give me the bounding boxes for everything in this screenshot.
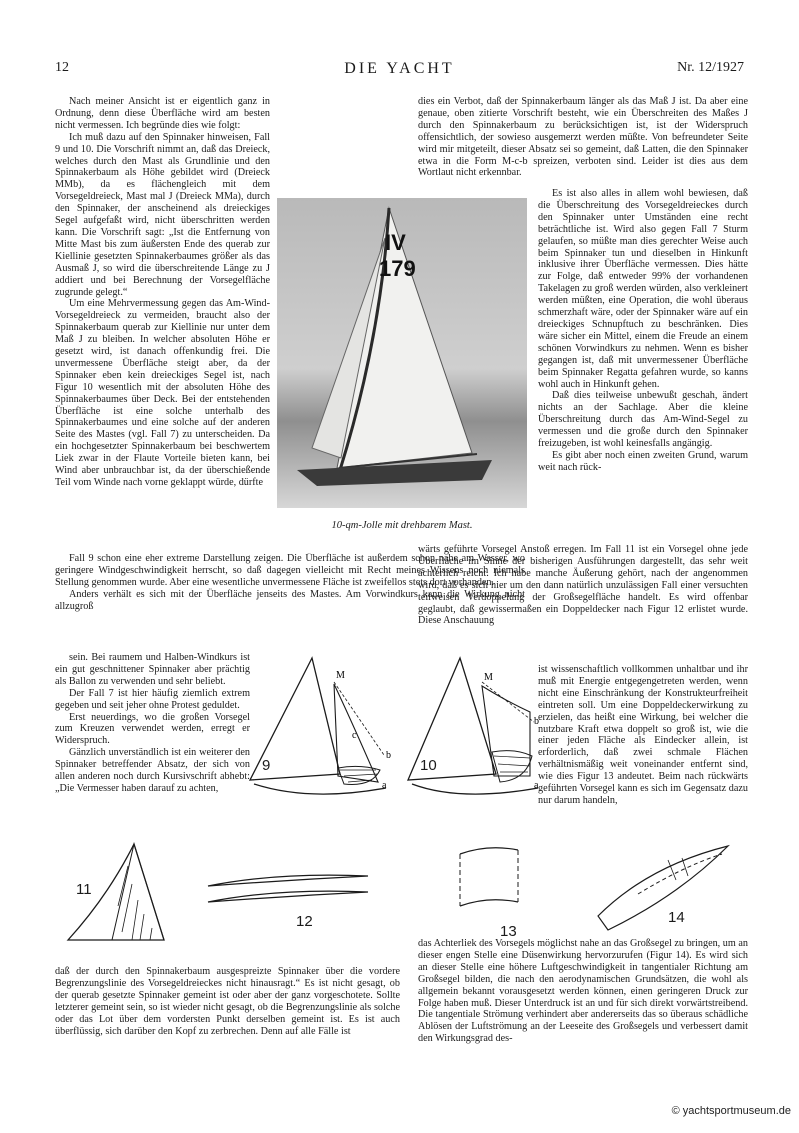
article-column-right-lower bbox=[538, 664, 748, 836]
paragraph: Um eine Mehrvermessung gegen das Am-Wind-Vorsegeldreieck zu vermeiden, braucht also der Spinnakerbaum querab zur Kiellinie nur unter dem Maß J zu bleiben. In welcher absoluten Höhe er gesetzt wird, ist danach offenkundig frei. Die unvermessene Überfläche steigt aber, da der Spinnaker eben kein dreieckiges Segel ist, nach Figur 10 wesentlich mit der absoluten Höhe des Spinnakerbaumes über Deck. Bei der entstehenden Überfläche ist eine solche unterhalb des Spinnakerbaumes und eine solche auf der anderen Seite des Mastes (vgl. Fall 7) zu unterscheiden. Da ein hochgesetzter Spinnakerbaum bei beschwertem Liek zwar in der Flaute Vorteile bieten kann, bei Wind aber unbrauchbar ist, da der überschießende Teil vom Winde nach vorne geklappt würde, dürfte bbox=[55, 298, 270, 488]
figure-9-10 bbox=[240, 652, 540, 827]
sail-number: 179 bbox=[379, 256, 416, 281]
paragraph: Erst neuerdings, wo die großen Vorsegel zum Kreuzen verwendet werden, erregt er Widerspruch. bbox=[55, 711, 250, 747]
hull bbox=[297, 460, 492, 486]
figure-14 bbox=[598, 846, 728, 930]
paragraph: Der Fall 7 ist hier häufig ziemlich extrem gegeben und seit jeher ohne Protest geduldet. bbox=[55, 687, 250, 711]
paragraph: das Achterliek des Vorsegels möglichst nahe an das Großsegel zu bringen, um an dieser engen Stelle eine Düsenwirkung hervorzurufen (Figur 14). Es wird sich an dieser Stelle eine höhere Luftgeschwindigkeit in tangentialer Richtung am Großsegel bilden, die nach den aerodynamischen Grundsätzen, die wohl als allgemein bekannt vorausgesetzt werden können, einen geringeren Druck zur Folge haben muß. Dieser Unterdruck ist an und für sich direkt vorwärtstreibend. Die tangentiale Strömung verhindert aber andererseits das so überaus schädliche Ablösen der Luftströmung an der Leeseite des Großsegels und verbessert damit den Wirkungsgrad des- bbox=[418, 938, 748, 1045]
dinghy-illustration bbox=[277, 198, 527, 508]
paragraph: Es ist also alles in allem wohl bewiesen, daß die Überschreitung des Vorsegeldreieckes durch den Spinnaker unter Umständen eine recht beträchtliche ist. Wird also gegen Fall 7 Sturm gelaufen, so müßte man dies gerechter Weise auch beim Spinnaker tun und dieselben in Hinkunft inklusive ihrer Überfläche vermessen. Dies hätte zur Folge, daß entweder 99% der vorhandenen Takelagen zu groß werden würden, also verkleinert werden müßten, eine Operation, die wohl überaus schmerzhaft wäre, oder der Spinnaker wäre auf ein dreieckiges Schnupftuch zu beschränken. Dies wäre sicher ein Mittel, einem die Freude an einem schönen Vorwindkurs zu nehmen. Wenn es bisher gegangen ist, daß mit unvermessener Überfläche beim Spinnaker Regatta gefahren wurde, so kanns wohl auch in Hinkunft gehen. bbox=[538, 188, 748, 390]
point-label: a bbox=[534, 780, 539, 791]
paragraph: Nach meiner Ansicht ist er eigentlich ganz in Ordnung, denn diese Überfläche wird am besten nicht vermessen. Ich begründe dies wie folgt: bbox=[55, 96, 270, 131]
magazine-title: DIE YACHT bbox=[344, 60, 455, 77]
paragraph: sein. Bei raumem und Halben-Windkurs ist ein gut geschnittener Spinnaker aber prächtig als Ballon zu verwenden und sehr beliebt. bbox=[55, 652, 250, 687]
paragraph: daß der durch den Spinnakerbaum ausgespreizte Spinnaker über die vordere Begrenzungslinie des Vorsegeldreieckes nicht hinausragt.“ Es ist nicht gesagt, ob der querab gesetzte Spinnaker gemeint ist oder aber der ganz vorgeschotete. Sollte letzterer gemeint sein, so ist wieder nicht gesagt, ob die Begrenzungslinie als solche oder das Lot über dem vordersten Punkt derselben gemeint ist. Es ist auch überflüssig, sich darüber den Kopf zu zerbrechen. Denn auf alle Fälle ist bbox=[55, 966, 400, 1037]
figure-9 bbox=[250, 658, 391, 794]
point-label: c bbox=[352, 730, 357, 741]
photo-caption: 10-qm-Jolle mit drehbarem Mast. bbox=[331, 520, 473, 531]
article-column-left-lower bbox=[55, 652, 250, 836]
paragraph: Es gibt aber noch einen zweiten Grund, warum weit nach rück- bbox=[538, 449, 748, 473]
article-bottom-left bbox=[55, 966, 400, 1061]
article-bottom-right bbox=[418, 938, 748, 1061]
point-label: b bbox=[386, 750, 391, 761]
figure-11 bbox=[68, 844, 164, 940]
point-label: a bbox=[382, 780, 387, 791]
figure-label: 9 bbox=[262, 757, 271, 774]
point-label: b bbox=[534, 716, 539, 727]
article-column-right-wide bbox=[418, 544, 748, 664]
photo-dinghy bbox=[277, 198, 527, 508]
sail-mark: IV bbox=[385, 230, 406, 255]
paragraph: Gänzlich unverständlich ist ein weiterer den Spinnaker betreffender Absatz, der sich von allen anderen noch durch Kursivschrift abhebt: „Die Vermesser haben darauf zu achten, bbox=[55, 747, 250, 794]
paragraph: Fall 9 schon eine eher extreme Darstellung zeigen. Die Überfläche ist außerdem schon nahe am Wasser, wo geringere Windgeschwindigkeit herrscht, so daß dagegen vielleicht mit Recht meines Wissens noch niemals Stellung genommen wurde. Aber eine wesentliche unvermessene Fläche ist zweifellos stets dort vorhanden. bbox=[55, 553, 525, 588]
point-label: M bbox=[336, 670, 345, 681]
page-number: 12 bbox=[55, 60, 69, 75]
figure-label: 11 bbox=[76, 881, 92, 898]
watermark: © yachtsportmuseum.de bbox=[671, 1105, 791, 1117]
figure-label: 13 bbox=[500, 923, 517, 940]
paragraph: Ich muß dazu auf den Spinnaker hinweisen, Fall 9 und 10. Die Vorschrift nimmt an, daß das Dreieck, welches durch den Mast als Grundlinie und den Spinnakerbaum als Höhe gebildet wird (Dreieck MMb), da es flächengleich mit dem Vorsegeldreieck, Mast mal J (Dreieck MMa), durch den Spinnaker, der anscheinend als dreieckiges Segel aufgefaßt wird, nicht überschritten werden kann. Die Vorschrift sagt: „Ist die Entfernung von Mitte Mast bis zum äußersten Ende des querab zur Kiellinie gesetzten Spinnakerbaumes größer als das Ausmaß J, so wird die überschreitende Länge zu J addiert und bei Berechnung der Vorsegelfläche zugrunde gelegt.“ bbox=[55, 131, 270, 298]
paragraph: wärts geführte Vorsegel Anstoß erregen. Im Fall 11 ist ein Vorsegel ohne jede Überfläche im Sinne der bisherigen Ausführungen dargestellt, das sehr weit achterlich reicht. Ich habe manche Äußerung gehört, nach der angenommen wird, daß es sich hier um den dann natürlich unzulässigen Fall einer versuchten teilweisen Verdoppelung der Großsegelfläche handelt. Es wird offenbar geglaubt, daß gewissermaßen ein Doppeldecker nach Figur 12 erlistet wurde. Diese Anschauung bbox=[418, 544, 748, 627]
article-column-left bbox=[55, 96, 270, 553]
paragraph: Anders verhält es sich mit der Überfläche jenseits des Mastes. Am Vorwindkurs kann die Wirkung nicht allzugroß bbox=[55, 588, 525, 612]
figure-label: 12 bbox=[296, 913, 313, 930]
paragraph: Daß dies teilweise unbewußt geschah, ändert nichts an der Sachlage. Aber die kleine Überschreitung durch das Am-Wind-Segel zu vermessen und die große durch den Spinnaker freizugeben, ist wohl keinesfalls angängig. bbox=[538, 390, 748, 450]
figure-label: 14 bbox=[668, 909, 685, 926]
paragraph: dies ein Verbot, daß der Spinnakerbaum länger als das Maß J ist. Da aber eine genaue, oben zitierte Vorschrift besteht, wie ein Überschreiten des Maßes J durch den Spinnakerbaum zu berücksichtigen ist, ist der Widerspruch offensichtlich, der sowieso ausgemerzt werden müßte. Von befreundeter Seite wird mir mitgeteilt, dieser Absatz sei so gemeint, daß Latten, die den Spinnaker etwa in die Form M-c-b spreizen, verboten sind. Leider ist dies aus dem Wortlaut nicht erkennbar. bbox=[418, 96, 748, 179]
figure-13 bbox=[460, 848, 518, 940]
issue-number: Nr. 12/1927 bbox=[677, 60, 744, 75]
article-column-right-top bbox=[418, 96, 748, 202]
paragraph: ist wissenschaftlich vollkommen unhaltbar und ihr muß mit Energie entgegengetreten werden, wenn nicht eine Einschränkung der Konstrukteurfreiheit eintreten soll. Um eine Doppeldeckerwirkung zu erzielen, das heißt eine Wirkung, bei welcher die nutzbare Kraft etwa doppelt so groß ist, wie die einer jeden Fläche als Eindecker allein, ist erforderlich, daß zwei schmale Flächen verhältnismäßig weit voneinander entfernt sind, wie dies Figur 13 andeutet. Beim nach rückwärts geführten Vorsegel kann es sich im Gegensatz dazu nur darum handeln, bbox=[538, 664, 748, 806]
figure-label: 10 bbox=[420, 757, 437, 774]
figure-12 bbox=[208, 875, 368, 930]
point-label: M bbox=[484, 672, 493, 683]
article-column-right-mid bbox=[538, 188, 748, 543]
figure-10 bbox=[408, 658, 539, 794]
